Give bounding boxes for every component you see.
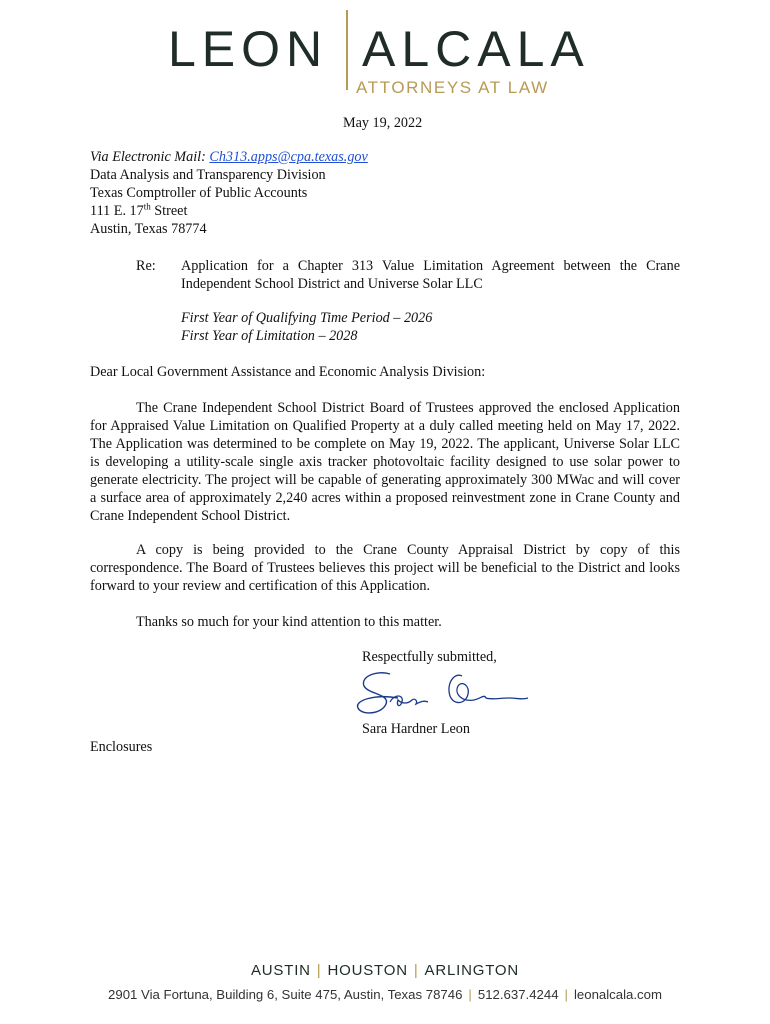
re-subject: Application for a Chapter 313 Value Limitation Agreement between the Crane Independent School District and Universe Solar LLC [181, 258, 680, 292]
recipient-street [90, 202, 187, 220]
paragraph-3: Thanks so much for your kind attention to this matter. [136, 614, 442, 630]
signature-image [350, 664, 530, 724]
recipient-division: Data Analysis and Transparency Division [90, 167, 326, 183]
closing: Respectfully submitted, [362, 649, 497, 665]
enclosures: Enclosures [90, 739, 153, 755]
street-prefix: 111 E. 17 [90, 203, 144, 219]
re-qualifying: First Year of Qualifying Time Period – 2026 [181, 310, 433, 326]
paragraph-1: The Crane Independent School District Board of Trustees approved the enclosed Application for Appraised Value Limitation on Qualified Property at a duly called meeting held on May 17, 2022. The Application was determined to be complete on May 19, 2022. The applicant, Universe Solar LLC is developing a utility-scale single axis tracker photovoltaic facility designed to use solar power to generate electricity. The project will be capable of generating approximately 300 MWac and will cover a surface area of approximately 2,240 acres within a proposed reinvestment zone in Crane County and Crane Independent School District. [90, 400, 680, 524]
footer-website[interactable]: leonalcala.com [573, 987, 662, 1002]
footer-address: 2901 Via Fortuna, Building 6, Suite 475, Austin, Texas 78746 [108, 987, 463, 1002]
footer-contact: 2901 Via Fortuna, Building 6, Suite 475, Austin, Texas 78746 | 512.637.4244 | leonalcala.com [108, 987, 662, 1002]
letterhead-divider [346, 10, 348, 90]
firm-tagline: ATTORNEYS AT LAW [356, 78, 549, 97]
footer-city-austin: AUSTIN [250, 962, 311, 979]
letter-date: May 19, 2022 [343, 115, 423, 131]
recipient-office: Texas Comptroller of Public Accounts [90, 185, 308, 201]
recipient-city: Austin, Texas 78774 [90, 221, 207, 237]
footer-cities: AUSTIN | HOUSTON | ARLINGTON [250, 962, 519, 979]
footer-city-houston: HOUSTON [327, 962, 408, 979]
re-label: Re: [136, 258, 156, 274]
via-label: Via Electronic Mail: [90, 149, 210, 165]
salutation: Dear Local Government Assistance and Economic Analysis Division: [90, 364, 486, 380]
footer-phone: 512.637.4244 [477, 987, 559, 1002]
firm-name-left: LEON [168, 21, 329, 77]
firm-name-right: ALCALA [362, 21, 590, 77]
via-line [90, 148, 368, 166]
street-suffix: Street [150, 203, 188, 219]
re-limitation: First Year of Limitation – 2028 [181, 328, 358, 344]
letterhead [0, 0, 770, 100]
email-link[interactable]: Ch313.apps@cpa.texas.gov [209, 149, 368, 165]
footer-city-arlington: ARLINGTON [424, 962, 519, 979]
signer-name: Sara Hardner Leon [362, 721, 470, 737]
street-sup: th [143, 201, 151, 212]
paragraph-2: A copy is being provided to the Crane County Appraisal District by copy of this correspondence. The Board of Trustees believes this project will be beneficial to the District and looks forward to your review and certification of this Application. [90, 542, 680, 594]
